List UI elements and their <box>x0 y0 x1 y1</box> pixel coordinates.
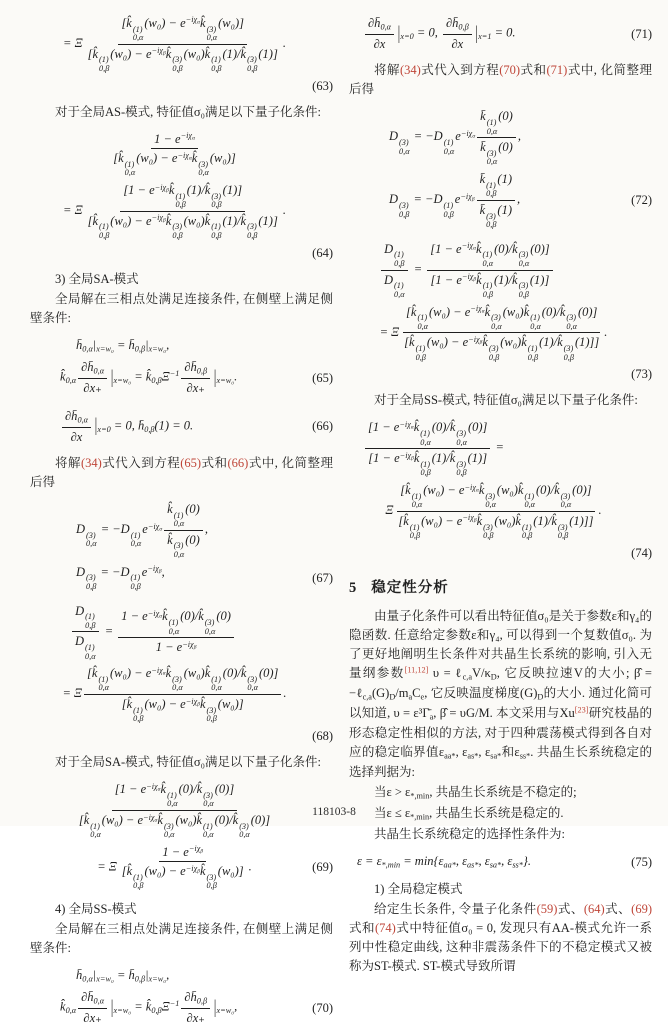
red-reference: (74) <box>375 921 396 936</box>
equation-70 <box>30 965 333 1029</box>
equation-line: Ξ [k̂ (1) 0,α $(w_0) - e^{-i\chi\alpha}k̂$ (3) 0,α (w₀)k̂ (1) 0,α (0)/k̂ (3) 0,α (0)] [k̂ (1) 0,β $(w_0) - e^{-i\chi\beta}k̂$ (3) 0,β (w₀)k̂ (1) 0,β (1)/k̂ (3) 0,β (1)]] . <box>385 482 602 541</box>
paragraph: 对于全局SS-模式, 特征值σ₀满足以下量子化条件: <box>374 393 638 408</box>
equation-number: (69) <box>312 860 333 875</box>
equation-number: (71) <box>631 26 652 41</box>
paragraph: 对于全局AS-模式, 特征值σ₀满足以下量子化条件: <box>55 104 321 119</box>
equation-line <box>349 364 652 384</box>
equation-line: = Ξ [$1 - e^{-i\chi\beta}k̂$ (1) 0,β (1)/k̂ (3) 0,β (1)] [k̂ (1) 0,β $(w_0) - e^{-i\chi\beta}k̂$ (3) 0,β (w₀)k̂ (1) 0,β (1)/k̂ (3) 0,β (1)] . <box>63 182 286 241</box>
equation-65 <box>30 335 333 399</box>
equation-68 <box>30 601 333 747</box>
equation-line: D (3) 0,α = −D (1) 0,α $e^{-i\chi\alpha}$ k̄ (1) 0,α (0) k̄ (3) 0,α (0) , <box>389 109 521 167</box>
paragraph: 1) 全局稳定模式 <box>374 882 463 897</box>
equation-line: k̂0,α $\frac{\partial h̄0,\alpha}{\partial x_+}$ $|x=w_0 = k̂0,\beta\Xi^{-1}$ $\frac{\partial h̄0,\beta}{\partial x_+}$ |x=w₀. (65) <box>60 360 333 396</box>
paragraph: 对于全局SA-模式, 特征值σ₀满足以下量子化条件: <box>55 755 321 770</box>
paragraph: 将解(34)式代入到方程(70)式和(71)式中, 化简整理后得 <box>349 63 652 97</box>
equation-number: (64) <box>312 245 333 260</box>
paragraph: 给定生长条件, 令量子化条件(59)式、(64)式、(69)式和(74)式中特征值σ₀ = 0, 发现只有AA-模式允许一系列中性稳定曲线, 这种非震荡条件下的不稳定模式又被称为ST-模式. ST-模式导致所谓 <box>349 902 652 974</box>
equation-line: h̄0,α|x=w₀ = h̄0,β|x=w₀, <box>76 967 170 984</box>
equation-line: = Ξ [k̂ (1) 0,α $(w_0) - e^{-i\chi\alpha}k̂$ (3) 0,α (w₀)k̂ (1) 0,α (0)/k̂ (3) 0,α (0)] [k̂ (1) 0,β $(w_0) - e^{-i\chi\beta}k̂$ (3) 0,β (w₀)] . <box>62 665 287 724</box>
red-reference: (34) <box>80 456 102 471</box>
red-reference: [23] <box>574 705 589 715</box>
equation-line <box>30 243 333 263</box>
paragraph: 全局解在三相点处满足连接条件, 在侧壁上满足侧壁条件: <box>30 291 333 325</box>
equation-line: D (3) 0,α = −D (1) 0,α $e^{-i\chi\alpha}$ k̂ (1) 0,α (0) k̂ (3) 0,α (0) , <box>76 502 208 560</box>
equation-line: $1 - e^{-i\chi\alpha}$ [k̂ (1) 0,α $(w_0) - e^{-i\chi\alpha}k̂$ (3) 0,α (w₀)] <box>113 131 236 178</box>
equation-line <box>30 726 333 746</box>
equation-line: D (3) 0,β = −D (1) 0,β $e^{-i\chi\beta}$ k̄ (1) 0,β (1) k̄ (3) 0,β (1) , (72) <box>389 172 652 230</box>
equation-number: (65) <box>312 370 333 385</box>
equation-line: = Ξ [k̂ (1) 0,α $(w_0) - e^{-i\chi\alpha}k̂$ (3) 0,α (w₀)] [k̂ (1) 0,β $(w_0) - e^{-i\chi\beta}k̂$ (3) 0,β (w₀)k̂ (1) 0,β (1)/k̂ (3) 0,β (1)] . <box>63 15 286 74</box>
equation-number: (73) <box>631 367 652 382</box>
equation-line: ε = ε*,min = min{εaa*, εas*, εsa*, εss*}. (75) <box>357 854 652 870</box>
equation-74 <box>349 417 652 563</box>
equation-number: (72) <box>631 193 652 208</box>
red-reference: [11,12] <box>404 665 429 675</box>
column-right <box>349 6 652 1036</box>
equation-63 <box>30 13 333 96</box>
paragraph: 共晶生长系统稳定的选择性条件为: <box>374 827 565 842</box>
equation-number: (70) <box>312 1000 333 1015</box>
section-heading: 5 稳定性分析 <box>349 580 449 597</box>
equation-line: $\frac{\partial h̄0,\alpha}{\partial x}$ |x=0 = 0, $\frac{\partial h̄0,\beta}{\partial x}$ |x=1 = 0. (71) <box>349 13 652 54</box>
equation-number: (67) <box>312 570 333 585</box>
equation-67 <box>30 499 333 594</box>
equation-line: k̂0,α $\frac{\partial h̄0,\alpha}{\partial x_+}$ $|x=w_0 = k̂0,\beta\Xi^{-1}$ $\frac{\partial h̄0,\beta}{\partial x_+}$ |x=w₀, (70) <box>60 990 333 1026</box>
red-reference: (71) <box>546 63 568 78</box>
equation-73 <box>349 239 652 385</box>
paragraph: 3) 全局SA-模式 <box>55 271 139 286</box>
equation-line: [$1 - e^{-i\chi\alpha}k̂$ (1) 0,α (0)/k̂ (3) 0,α (0)] [$1 - e^{-i\chi\beta}k̂$ (1) 0,β (1)/k̂ (3) 0,β (1)] = <box>349 417 652 480</box>
red-reference: (69) <box>631 902 652 917</box>
equation-line: $\frac{\partial h̄0,\alpha}{\partial x}$ |x=0 = 0, h̄0,β(1) = 0. (66) <box>30 406 333 447</box>
paragraph: 4) 全局SS-模式 <box>55 901 137 916</box>
equation-71 <box>349 13 652 54</box>
equation-line: = Ξ $1 - e^{-i\chi\beta}$ [k̂ (1) 0,β $(w_0) - e^{-i\chi\beta}k̂$ (3) 0,β (w₀)] . (69) <box>97 844 333 891</box>
paragraph: 当ε ≤ ε*,min, 共晶生长系统是稳定的. <box>374 806 564 822</box>
equation-line: h̄0,α|x=w₀ = h̄0,β|x=w₀, <box>76 337 170 354</box>
page-number: 118103-8 <box>312 806 356 818</box>
equation-number: (74) <box>631 545 652 560</box>
red-reference: (70) <box>499 63 521 78</box>
equation-line: D (1) 0,β D (1) 0,α = [$1 - e^{-i\chi\alpha}k̂$ (1) 0,α (0)/k̂ (3) 0,α (0)] [$1 - e^{-i\chi\beta}k̂$ (1) 0,β (1)/k̂ (3) 0,β (1)] <box>349 239 652 302</box>
equation-72 <box>349 106 652 231</box>
red-reference: (59) <box>536 902 558 917</box>
equation-number: (63) <box>312 78 333 93</box>
equation-line: D (3) 0,β = −D (1) 0,β $e^{-i\chi\beta}$, (67) <box>76 564 333 591</box>
red-reference: (34) <box>399 63 421 78</box>
equation-number: (68) <box>312 728 333 743</box>
equation-line <box>30 76 333 96</box>
equation-number: (75) <box>631 855 652 870</box>
red-reference: (64) <box>583 902 605 917</box>
equation-line: = Ξ [k̂ (1) 0,α $(w_0) - e^{-i\chi\alpha}k̂$ (3) 0,α (w₀)k̂ (1) 0,α (0)/k̂ (3) 0,α (0)] [k̂ (1) 0,β $(w_0) - e^{-i\chi\beta}k̂$ (3) 0,β (w₀)k̂ (1) 0,β (1)/k̂ (3) 0,β (1)]] . <box>379 303 608 362</box>
red-reference: (65) <box>180 456 202 471</box>
equation-75 <box>349 851 652 873</box>
equation-69 <box>30 779 333 893</box>
equation-line: [$1 - e^{-i\chi\alpha}k̂$ (1) 0,α (0)/k̂ (3) 0,α (0)] [k̂ (1) 0,α $(w_0) - e^{-i\chi\alpha}k̂$ (3) 0,α (w₀)k̂ (1) 0,α (0)/k̂ (3) 0,α (0)] <box>78 781 271 840</box>
equation-66 <box>30 406 333 447</box>
equation-64 <box>30 129 333 263</box>
paragraph: 由量子化条件可以看出特征值σ₀是关于参数ε和γ₄的隐函数. 任意给定参数ε和γ₄, 可以得到一个复数值σ₀. 为了更好地阐明生长条件对共晶生长系统的影响, 引入无量纲参数[11,12] υ = ℓc,aV/κD, 它反映拉速V的大小; β̂ = −ℓc,a(G)D/maCe, 它反映温度梯度(G)D的大小. 通过化简可以知道, υ = ε³Γ̄a, β̂ = υG/M. 本文采用与Xu[23]研究枝晶的形态稳定性相似的方法, 对于四种震荡模式得到各自对应的稳定临界值εaa*, εas*, εsa*和εss*. 共晶生长系统稳定的选择判据为: <box>349 609 653 780</box>
column-left <box>30 6 333 1036</box>
paragraph: 当ε > ε*,min, 共晶生长系统是不稳定的; <box>374 785 577 801</box>
paragraph: 全局解在三相点处满足连接条件, 在侧壁上满足侧壁条件: <box>30 921 333 955</box>
red-reference: (66) <box>227 456 249 471</box>
equation-line <box>349 543 652 563</box>
equation-line: D (1) 0,β D (1) 0,α = $1 - e^{-i\chi\alpha}k̂$ (1) 0,α (0)/k̂ (3) 0,α (0) $1 - e^{-i\chi\beta}$ <box>30 601 333 664</box>
paragraph: 将解(34)式代入到方程(65)式和(66)式中, 化简整理后得 <box>30 456 333 490</box>
equation-number: (66) <box>312 419 333 434</box>
